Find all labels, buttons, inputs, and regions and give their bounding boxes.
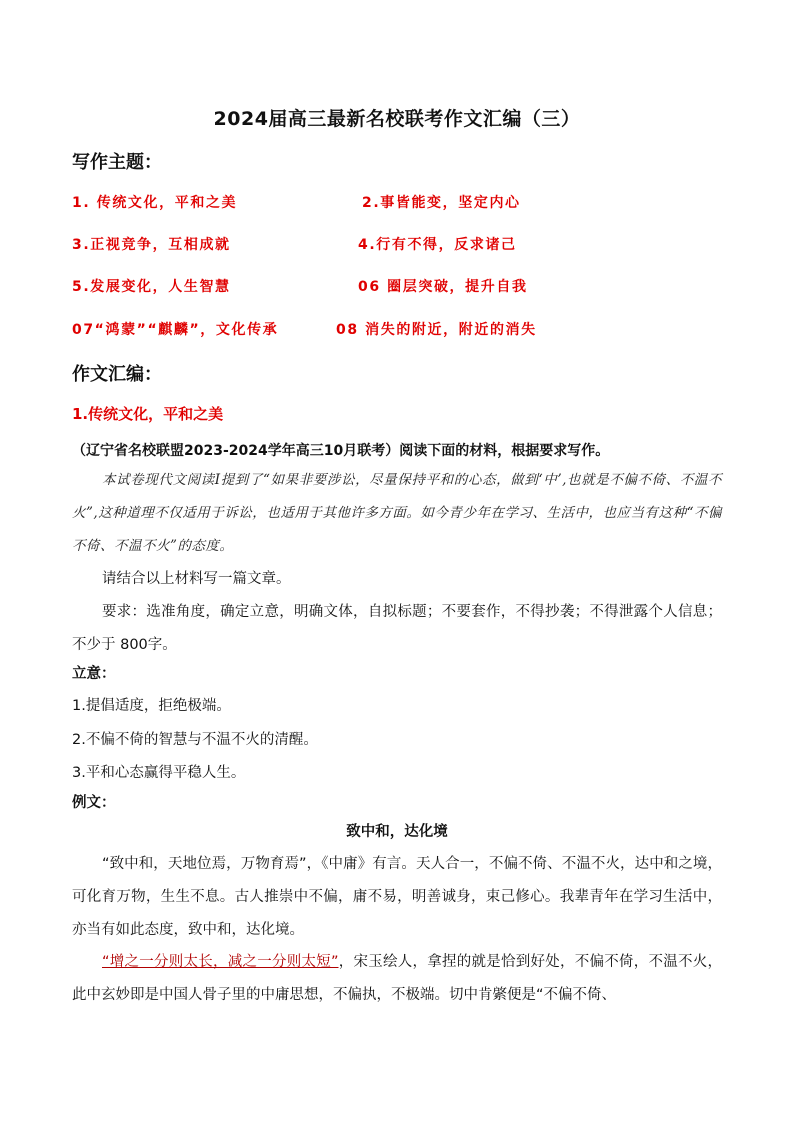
idea-item: 3.平和心态赢得平稳人生。 — [72, 765, 246, 781]
topics-heading: 写作主题： — [72, 152, 162, 173]
idea-item: 2.不偏不倚的智慧与不温不火的清醒。 — [72, 732, 318, 748]
topic-4: 4.行有不得，反求诸己 — [358, 237, 517, 253]
topic-1: 1. 传统文化，平和之美 — [72, 195, 238, 211]
idea-item: 1.提倡适度，拒绝极端。 — [72, 698, 231, 714]
essay-paragraph-1: “致中和，天地位焉，万物育焉”，《中庸》有言。天人合一，不偏不倚、不温不火，达中和之境，可化育万物，生生不息。古人推崇中不偏，庸不易，明善诚身，束己修心。我辈青年在学习生活中，亦当有如此态度，致中和，达化境。 — [72, 856, 722, 938]
essay-title: 致中和，达化境 — [346, 824, 448, 840]
compilation-heading: 作文汇编： — [72, 364, 162, 385]
topic-3: 3.正视竞争，互相成就 — [72, 237, 231, 253]
topic-8: 08 消失的附近，附近的消失 — [336, 322, 537, 338]
example-heading: 例文： — [72, 795, 116, 811]
topic-2: 2.事皆能变，坚定内心 — [362, 195, 521, 211]
ideas-heading: 立意： — [72, 666, 116, 682]
material-paragraph: 本试卷现代文阅读I提到了“如果非要涉讼，尽量保持平和的心态，做到‘中’,也就是不偏不倚、不温不火”,这种道理不仅适用于诉讼，也适用于其他许多方面。如今青少年在学习、生活中，也应当有这种“不偏不倚、不温不火”的态度。 — [72, 472, 722, 554]
quoted-phrase: “增之一分则太长，减之一分则太短” — [102, 954, 339, 970]
topic-6: 06 圈层突破，提升自我 — [358, 279, 528, 295]
section-heading: 1.传统文化，平和之美 — [72, 405, 224, 423]
document-title: 2024届高三最新名校联考作文汇编（三） — [213, 108, 581, 130]
essay-paragraph-2 — [72, 946, 722, 1012]
requirement-paragraph: 要求：选准角度，确定立意，明确文体，自拟标题；不要套作，不得抄袭；不得泄露个人信息；不少于 800字。 — [72, 604, 722, 653]
instruction-line: 请结合以上材料写一篇文章。 — [102, 571, 291, 587]
topic-5: 5.发展变化，人生智慧 — [72, 279, 231, 295]
essay-paragraph-2-text: ，宋玉绘人，拿捏的就是恰到好处，不偏不倚，不温不火，此中玄妙即是中国人骨子里的中庸思想，不偏执，不极端。切中肯綮便是“不偏不倚、 — [72, 954, 722, 1003]
topic-7: 07“鸿蒙”“麒麟”，文化传承 — [72, 322, 279, 338]
source-line: （辽宁省名校联盟2023-2024学年高三10月联考）阅读下面的材料，根据要求写作。 — [72, 443, 610, 459]
